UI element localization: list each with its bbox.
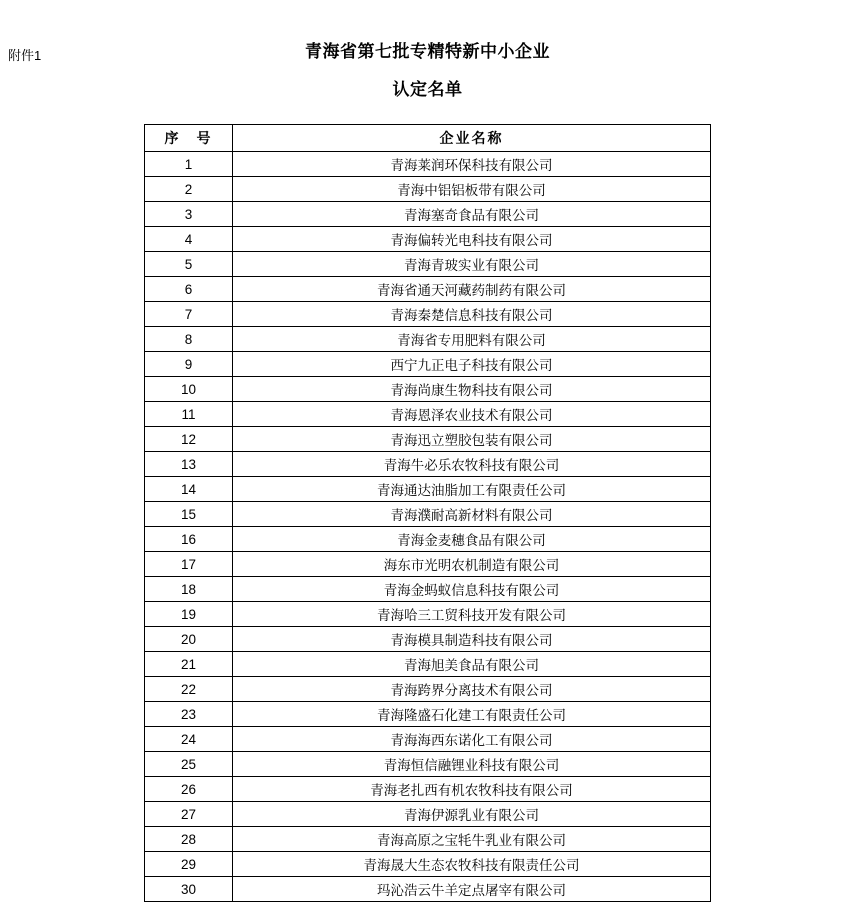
cell-enterprise-name: 青海莱润环保科技有限公司 [233, 152, 711, 177]
page-title: 青海省第七批专精特新中小企业 [305, 42, 550, 61]
table-body [145, 152, 711, 902]
table-row [145, 702, 711, 727]
cell-index: 26 [145, 777, 233, 802]
table-row [145, 252, 711, 277]
cell-index: 28 [145, 827, 233, 852]
table-row [145, 602, 711, 627]
cell-enterprise-name: 玛沁浩云牛羊定点屠宰有限公司 [233, 877, 711, 902]
cell-enterprise-name: 青海晟大生态农牧科技有限责任公司 [233, 852, 711, 877]
cell-index: 14 [145, 477, 233, 502]
cell-enterprise-name: 青海高原之宝牦牛乳业有限公司 [233, 827, 711, 852]
table-row [145, 302, 711, 327]
table-row [145, 152, 711, 177]
cell-index: 19 [145, 602, 233, 627]
table-row [145, 427, 711, 452]
table-row [145, 402, 711, 427]
column-header-name: 企业名称 [233, 125, 711, 152]
cell-enterprise-name: 青海中铝铝板带有限公司 [233, 177, 711, 202]
cell-enterprise-name: 青海秦楚信息科技有限公司 [233, 302, 711, 327]
cell-index: 27 [145, 802, 233, 827]
cell-index: 11 [145, 402, 233, 427]
table-row [145, 477, 711, 502]
cell-index: 21 [145, 652, 233, 677]
cell-index: 13 [145, 452, 233, 477]
table-row [145, 577, 711, 602]
cell-enterprise-name: 青海省专用肥料有限公司 [233, 327, 711, 352]
table-row [145, 277, 711, 302]
cell-enterprise-name: 青海青玻实业有限公司 [233, 252, 711, 277]
table-row [145, 677, 711, 702]
cell-index: 6 [145, 277, 233, 302]
cell-enterprise-name: 青海老扎西有机农牧科技有限公司 [233, 777, 711, 802]
table-row [145, 377, 711, 402]
cell-enterprise-name: 青海濮耐高新材料有限公司 [233, 502, 711, 527]
table-row [145, 502, 711, 527]
cell-index: 5 [145, 252, 233, 277]
cell-enterprise-name: 青海塞奇食品有限公司 [233, 202, 711, 227]
cell-enterprise-name: 青海伊源乳业有限公司 [233, 802, 711, 827]
table-row [145, 827, 711, 852]
cell-enterprise-name: 青海跨界分离技术有限公司 [233, 677, 711, 702]
table-row [145, 852, 711, 877]
cell-index: 25 [145, 752, 233, 777]
page-subtitle: 认定名单 [392, 80, 463, 99]
table-row [145, 527, 711, 552]
cell-enterprise-name: 青海省通天河藏药制药有限公司 [233, 277, 711, 302]
cell-index: 23 [145, 702, 233, 727]
column-header-index: 序 号 [145, 125, 233, 152]
cell-index: 17 [145, 552, 233, 577]
table-row [145, 227, 711, 252]
cell-index: 12 [145, 427, 233, 452]
table-row [145, 777, 711, 802]
cell-index: 24 [145, 727, 233, 752]
cell-index: 8 [145, 327, 233, 352]
cell-index: 22 [145, 677, 233, 702]
cell-enterprise-name: 青海恩泽农业技术有限公司 [233, 402, 711, 427]
table-row [145, 627, 711, 652]
enterprise-list-table-container [0, 124, 855, 902]
cell-enterprise-name: 海东市光明农机制造有限公司 [233, 552, 711, 577]
table-header-row [145, 125, 711, 152]
table-row [145, 752, 711, 777]
cell-index: 9 [145, 352, 233, 377]
cell-enterprise-name: 青海旭美食品有限公司 [233, 652, 711, 677]
cell-enterprise-name: 青海哈三工贸科技开发有限公司 [233, 602, 711, 627]
cell-enterprise-name: 青海金麦穗食品有限公司 [233, 527, 711, 552]
cell-enterprise-name: 青海金蚂蚁信息科技有限公司 [233, 577, 711, 602]
cell-enterprise-name: 青海海西东诺化工有限公司 [233, 727, 711, 752]
table-row [145, 352, 711, 377]
cell-index: 16 [145, 527, 233, 552]
cell-enterprise-name: 青海尚康生物科技有限公司 [233, 377, 711, 402]
cell-enterprise-name: 青海模具制造科技有限公司 [233, 627, 711, 652]
cell-enterprise-name: 青海偏转光电科技有限公司 [233, 227, 711, 252]
cell-index: 20 [145, 627, 233, 652]
cell-enterprise-name: 青海牛必乐农牧科技有限公司 [233, 452, 711, 477]
table-row [145, 877, 711, 902]
table-row [145, 552, 711, 577]
cell-index: 4 [145, 227, 233, 252]
table-row [145, 727, 711, 752]
table-row [145, 802, 711, 827]
attachment-label: 附件1 [8, 48, 42, 63]
cell-enterprise-name: 西宁九正电子科技有限公司 [233, 352, 711, 377]
cell-index: 15 [145, 502, 233, 527]
cell-enterprise-name: 青海隆盛石化建工有限责任公司 [233, 702, 711, 727]
cell-index: 1 [145, 152, 233, 177]
cell-index: 10 [145, 377, 233, 402]
enterprise-list-table [144, 124, 711, 902]
cell-enterprise-name: 青海迅立塑胶包装有限公司 [233, 427, 711, 452]
table-row [145, 327, 711, 352]
table-row [145, 177, 711, 202]
cell-index: 30 [145, 877, 233, 902]
table-row [145, 652, 711, 677]
cell-index: 2 [145, 177, 233, 202]
table-row [145, 452, 711, 477]
table-row [145, 202, 711, 227]
cell-index: 3 [145, 202, 233, 227]
cell-index: 18 [145, 577, 233, 602]
cell-enterprise-name: 青海通达油脂加工有限责任公司 [233, 477, 711, 502]
cell-index: 7 [145, 302, 233, 327]
cell-enterprise-name: 青海恒信融锂业科技有限公司 [233, 752, 711, 777]
cell-index: 29 [145, 852, 233, 877]
